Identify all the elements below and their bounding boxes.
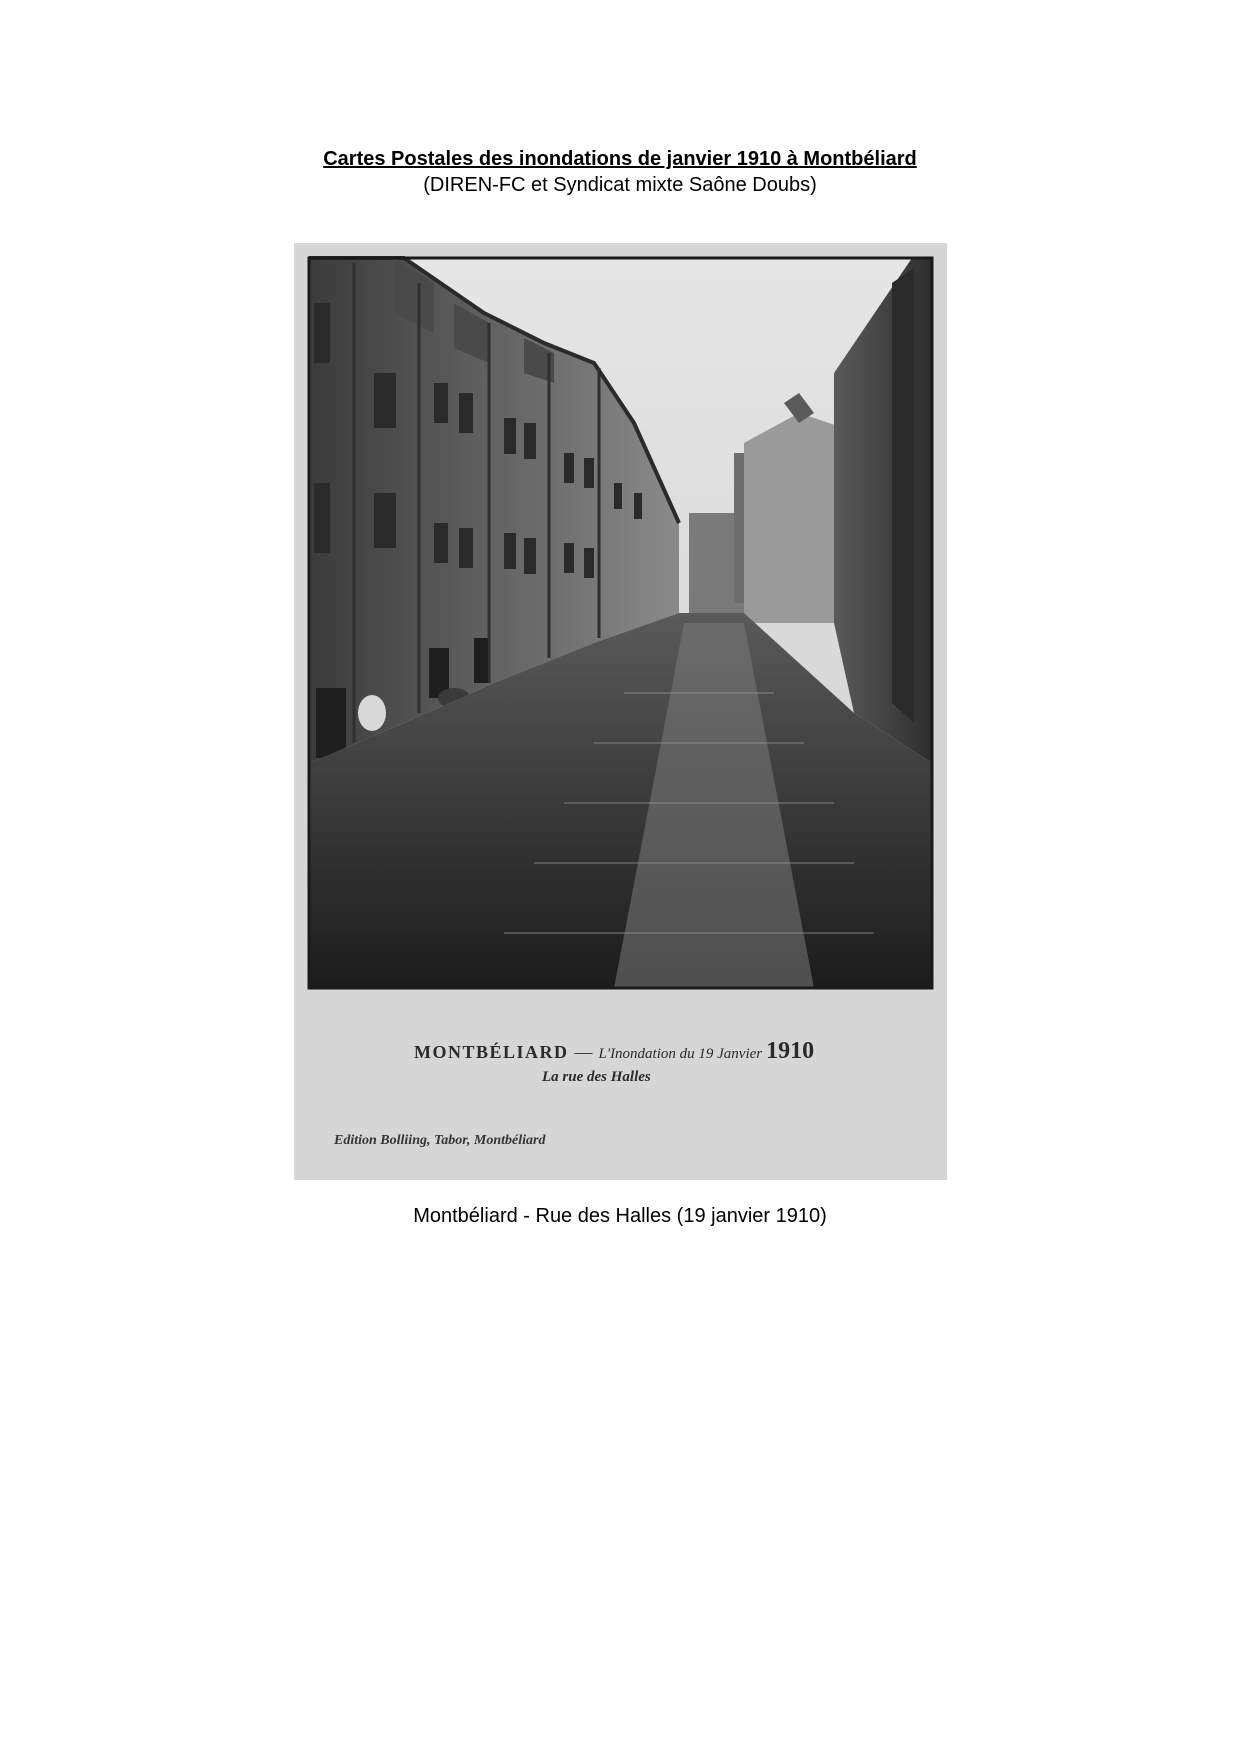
document-title: Cartes Postales des inondations de janvier 1910 à Montbéliard	[323, 148, 917, 170]
document-subtitle: (DIREN-FC et Syndicat mixte Saône Doubs)	[423, 174, 817, 196]
figure-caption: Montbéliard - Rue des Halles (19 janvier 1910)	[413, 1205, 827, 1227]
postcard-caption-street: La rue des Halles	[542, 1069, 651, 1085]
postcard-caption-title	[414, 1038, 814, 1065]
postcard-caption-event: L'Inondation du 19 Janvier	[598, 1046, 763, 1062]
postcard-publisher: Edition Bolliing, Tabor, Montbéliard	[334, 1133, 546, 1148]
postcard-caption-dash: —	[574, 1042, 593, 1062]
postcard-caption-year: 1910	[766, 1038, 815, 1064]
flooded-street-photo	[294, 243, 947, 1003]
postcard-caption-city: MONTBÉLIARD	[414, 1042, 569, 1062]
postcard-image	[294, 243, 947, 1180]
